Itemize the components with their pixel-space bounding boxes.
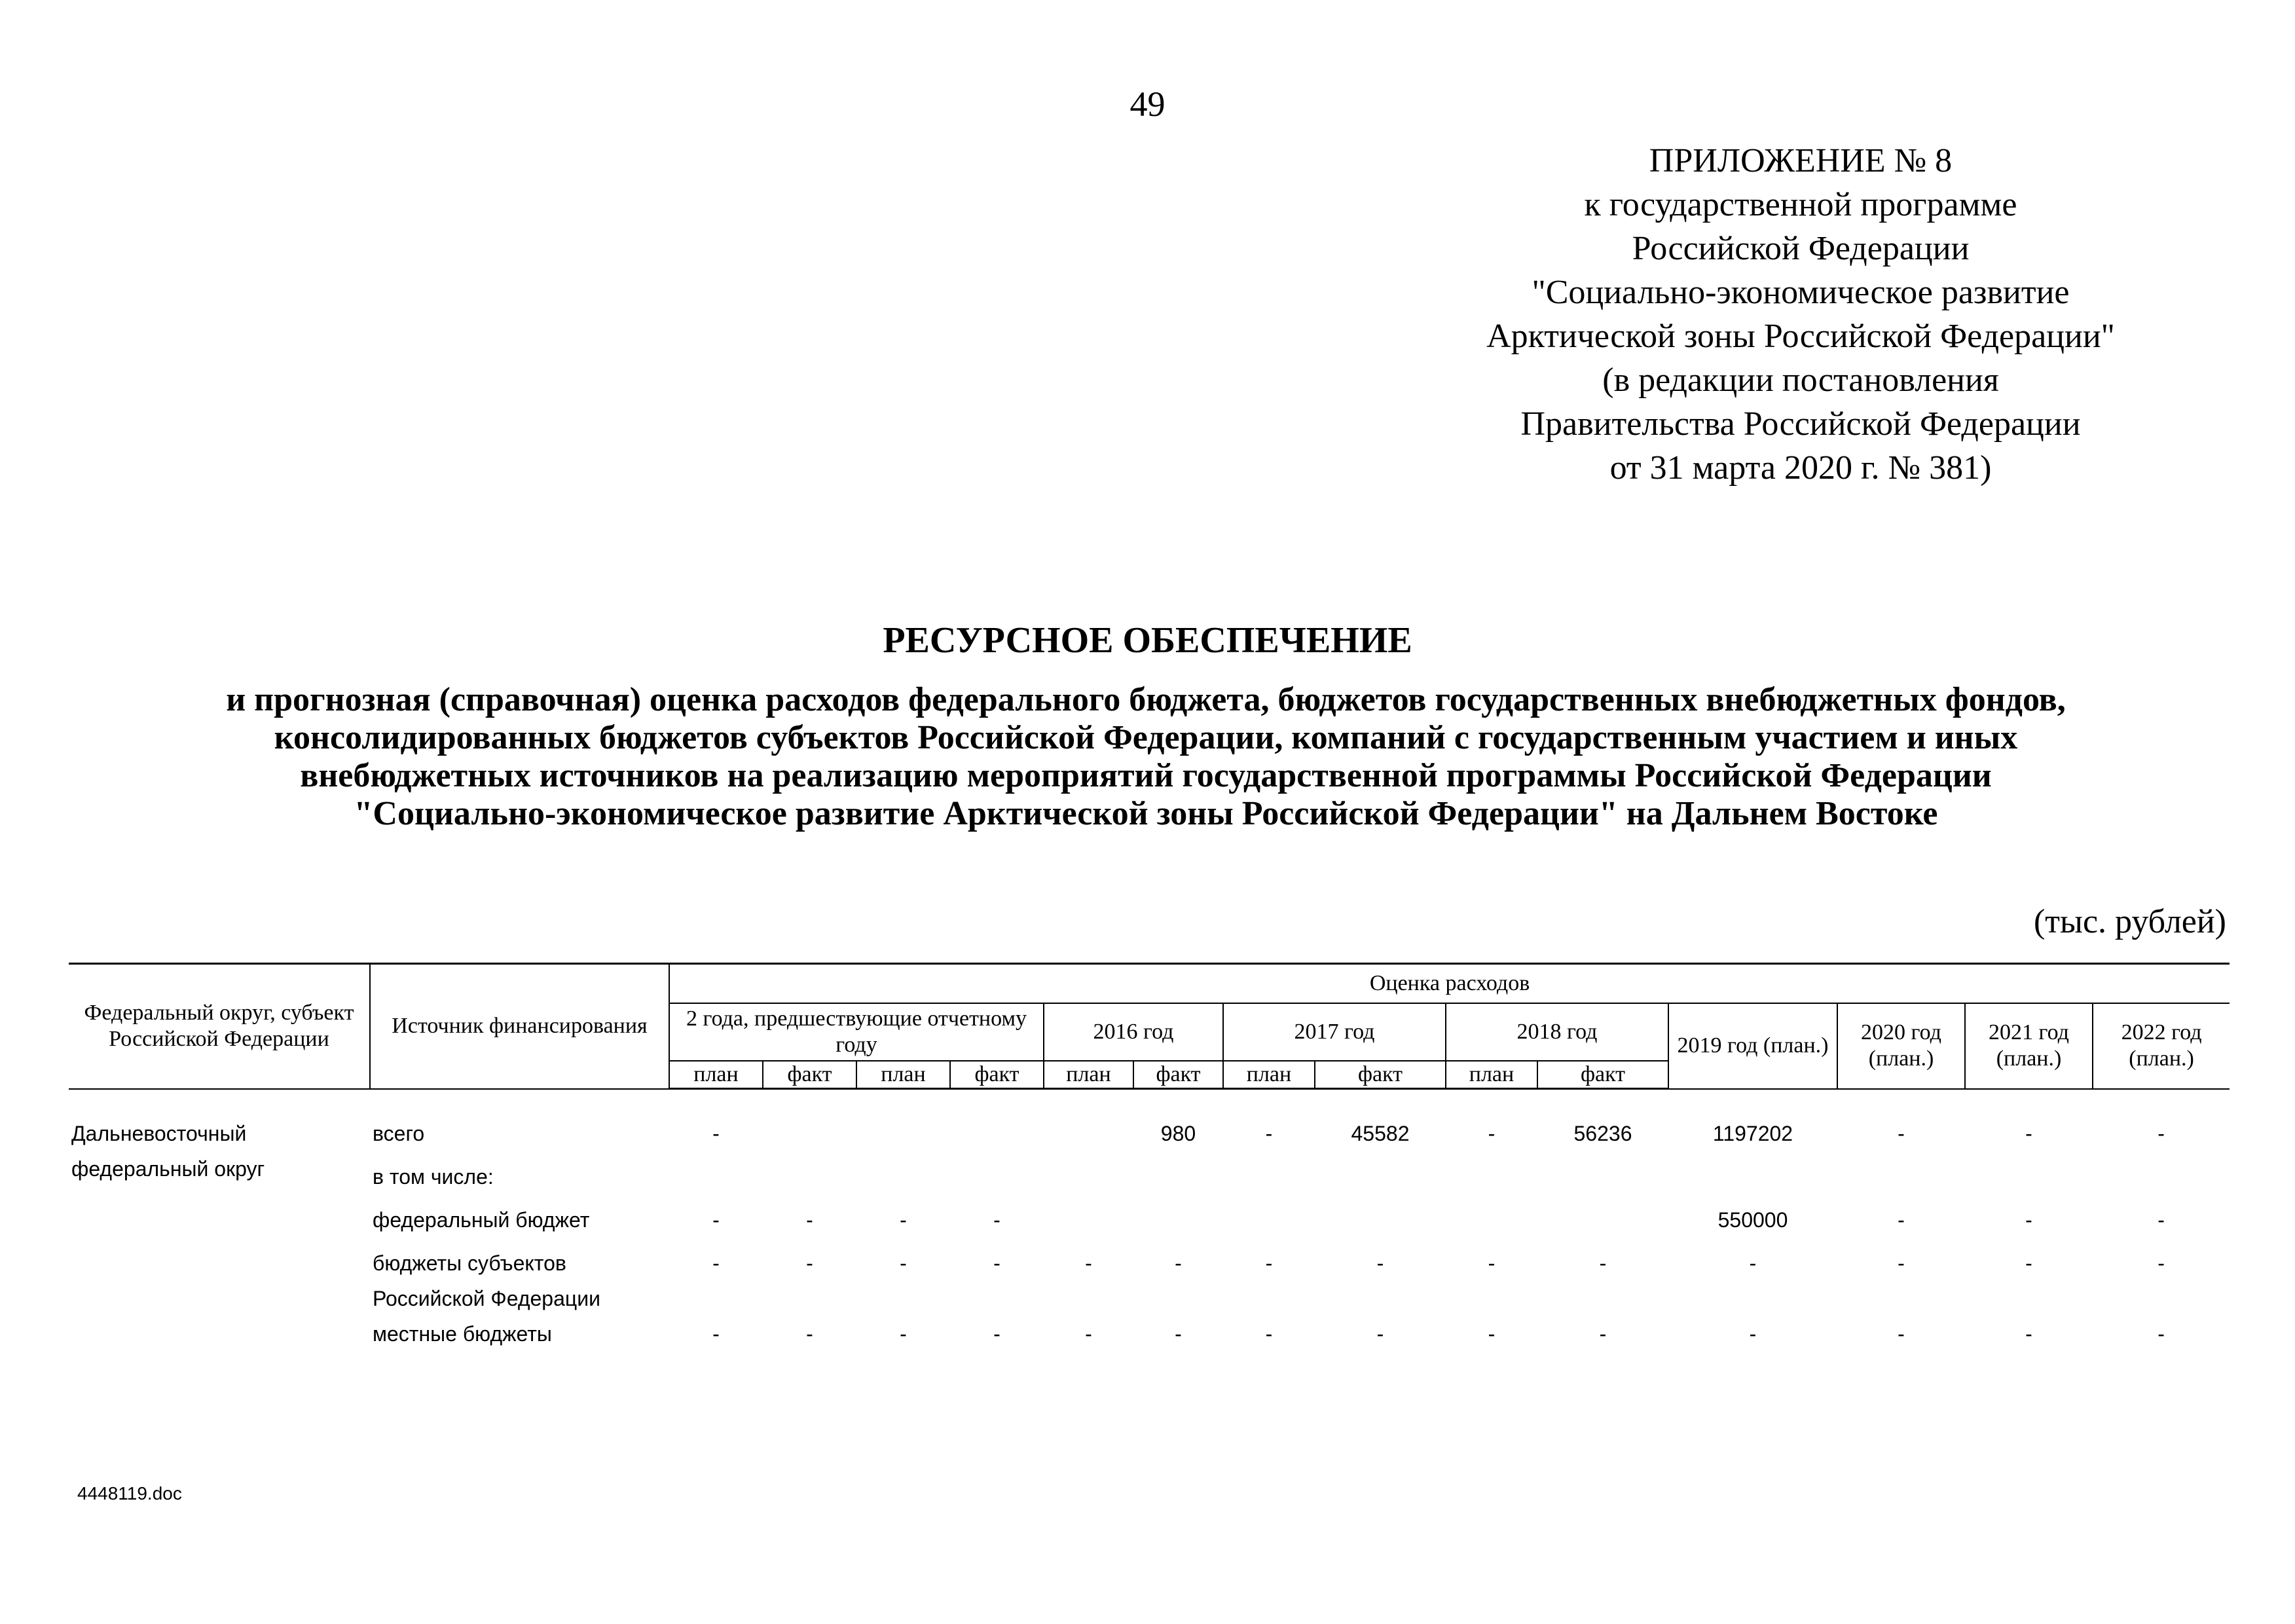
appendix-line: Арктической зоны Российской Федерации" (1486, 318, 2115, 355)
header-fact: факт (950, 1061, 1044, 1089)
units-label: (тыс. рублей) (2033, 903, 2226, 940)
value-cell: - (1265, 1322, 1273, 1346)
value-cell: - (2025, 1251, 2032, 1275)
value-cell: - (2025, 1322, 2032, 1346)
table-row (69, 1116, 2230, 1159)
value-cell: - (712, 1251, 720, 1275)
value-cell: - (1599, 1322, 1607, 1346)
value-cell: - (2025, 1122, 2032, 1145)
table-row (69, 1316, 2230, 1359)
source-cell: бюджеты субъектов Российской Федерации (373, 1251, 600, 1310)
header-plan: план (1223, 1061, 1315, 1089)
value-cell: - (806, 1322, 813, 1346)
value-cell (856, 1159, 950, 1202)
header-year-2016: 2016 год (1044, 1003, 1223, 1061)
value-cell: - (1599, 1251, 1607, 1275)
value-cell: - (1085, 1322, 1092, 1346)
value-cell (1537, 1159, 1668, 1202)
table-body (69, 1089, 2230, 1360)
value-cell: - (1898, 1208, 1905, 1232)
source-cell: всего (373, 1122, 425, 1145)
budget-table-container (69, 963, 2230, 1359)
subtitle-line: и прогнозная (справочная) оценка расходов федерального бюджета, бюджетов государственных внебюджетных фондов, (226, 681, 2066, 718)
value-cell: 550000 (1717, 1208, 1788, 1232)
document-title: РЕСУРСНОЕ ОБЕСПЕЧЕНИЕ (883, 620, 1412, 661)
value-cell (1133, 1202, 1223, 1246)
value-cell: - (712, 1208, 720, 1232)
table-row (69, 1246, 2230, 1316)
value-cell: 45582 (1351, 1122, 1410, 1145)
value-cell (1965, 1159, 2093, 1202)
value-cell: 56236 (1573, 1122, 1632, 1145)
subtitle-line: "Социально-экономическое развитие Арктической зоны Российской Федерации" на Дальнем Востоке (354, 795, 1938, 832)
header-fact: факт (1537, 1061, 1668, 1089)
appendix-line: к государственной программе (1584, 186, 2017, 223)
value-cell (950, 1116, 1044, 1159)
subtitle-line: консолидированных бюджетов субъектов Российской Федерации, компаний с государственным участием и иных (274, 719, 2018, 756)
budget-table (69, 963, 2230, 1359)
value-cell: - (993, 1208, 1001, 1232)
value-cell: - (1376, 1322, 1384, 1346)
value-cell: - (1898, 1122, 1905, 1145)
value-cell: - (1175, 1322, 1182, 1346)
source-cell: в том числе: (373, 1165, 494, 1189)
value-cell: 980 (1160, 1122, 1196, 1145)
value-cell: - (1488, 1251, 1496, 1275)
value-cell (1315, 1159, 1446, 1202)
header-year-2017: 2017 год (1223, 1003, 1446, 1061)
value-cell (669, 1159, 763, 1202)
table-row (69, 1202, 2230, 1246)
value-cell: - (1085, 1251, 1092, 1275)
header-fact: факт (763, 1061, 856, 1089)
appendix-line: Российской Федерации (1632, 230, 1970, 267)
value-cell (1446, 1159, 1537, 1202)
value-cell: - (993, 1322, 1001, 1346)
value-cell (1837, 1159, 1965, 1202)
value-cell: - (1265, 1122, 1273, 1145)
value-cell (1133, 1159, 1223, 1202)
header-plan: план (1044, 1061, 1133, 1089)
header-fact: факт (1133, 1061, 1223, 1089)
source-cell: федеральный бюджет (373, 1208, 590, 1232)
appendix-line: Правительства Российской Федерации (1520, 405, 2081, 443)
value-cell: - (2157, 1122, 2165, 1145)
value-cell: - (712, 1122, 720, 1145)
value-cell (763, 1116, 856, 1159)
appendix-header (1414, 139, 2187, 490)
value-cell: - (993, 1251, 1001, 1275)
header-fact: факт (1315, 1061, 1446, 1089)
header-year-2019: 2019 год (план.) (1668, 1003, 1837, 1089)
value-cell (1315, 1202, 1446, 1246)
value-cell: - (1488, 1322, 1496, 1346)
value-cell (1044, 1116, 1133, 1159)
header-period-prev: 2 года, предшествующие отчетному году (669, 1003, 1044, 1061)
value-cell: - (1898, 1322, 1905, 1346)
value-cell: - (1488, 1122, 1496, 1145)
appendix-line: ПРИЛОЖЕНИЕ № 8 (1649, 142, 1953, 179)
header-region: Федеральный округ, субъект Российской Федерации (69, 964, 370, 1089)
value-cell (950, 1159, 1044, 1202)
value-cell: - (2157, 1322, 2165, 1346)
value-cell: - (1898, 1251, 1905, 1275)
value-cell (2093, 1159, 2230, 1202)
value-cell: - (806, 1251, 813, 1275)
value-cell (1446, 1202, 1537, 1246)
value-cell (1223, 1159, 1315, 1202)
header-year-2022: 2022 год (план.) (2093, 1003, 2230, 1089)
value-cell: - (900, 1322, 907, 1346)
value-cell: - (1749, 1322, 1757, 1346)
value-cell: - (1749, 1251, 1757, 1275)
document-subtitle (65, 681, 2226, 833)
header-year-2021: 2021 год (план.) (1965, 1003, 2093, 1089)
value-cell (1044, 1159, 1133, 1202)
value-cell: - (1376, 1251, 1384, 1275)
value-cell (1537, 1202, 1668, 1246)
value-cell: - (2157, 1251, 2165, 1275)
header-plan: план (856, 1061, 950, 1089)
value-cell: - (712, 1322, 720, 1346)
value-cell (856, 1116, 950, 1159)
value-cell: - (806, 1208, 813, 1232)
value-cell (1044, 1202, 1133, 1246)
doc-code: 4448119.doc (77, 1483, 182, 1504)
value-cell: - (1265, 1251, 1273, 1275)
value-cell: - (2157, 1208, 2165, 1232)
header-source: Источник финансирования (370, 964, 669, 1089)
header-year-2020: 2020 год (план.) (1837, 1003, 1965, 1089)
source-cell: местные бюджеты (373, 1322, 552, 1346)
subtitle-line: внебюджетных источников на реализацию мероприятий государственной программы Российской Федерации (300, 757, 1992, 794)
header-plan: план (1446, 1061, 1537, 1089)
page-number: 49 (1129, 84, 1166, 124)
header-year-2018: 2018 год (1446, 1003, 1668, 1061)
value-cell (1668, 1159, 1837, 1202)
value-cell (1223, 1202, 1315, 1246)
value-cell: - (900, 1208, 907, 1232)
value-cell: - (900, 1251, 907, 1275)
header-plan: план (669, 1061, 763, 1089)
value-cell: - (2025, 1208, 2032, 1232)
appendix-line: (в редакции постановления (1602, 361, 1999, 399)
appendix-line: "Социально-экономическое развитие (1532, 274, 2070, 311)
appendix-line: от 31 марта 2020 г. № 381) (1609, 449, 1992, 487)
header-estimate: Оценка расходов (669, 964, 2230, 1004)
value-cell: 1197202 (1712, 1122, 1793, 1145)
region-cell: Дальневосточный федеральный округ (71, 1122, 265, 1181)
value-cell (763, 1159, 856, 1202)
value-cell: - (1175, 1251, 1182, 1275)
table-row (69, 1159, 2230, 1202)
